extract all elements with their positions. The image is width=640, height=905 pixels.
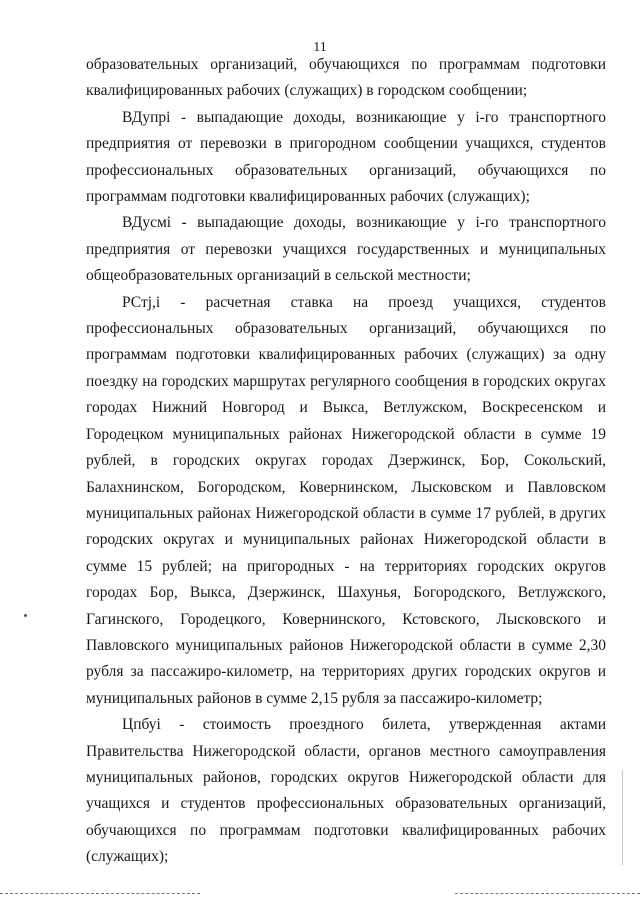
footer-rule-left bbox=[0, 893, 200, 894]
document-body bbox=[86, 52, 606, 871]
paragraph-rst: РСтj,i - расчетная ставка на проезд учащихся, студентов профессиональных образовательных организаций, обучающихся по программам подготовки квалифицированных рабочих (служащих) за одну поездку на городских маршрутах регулярного сообщения в городских округах городах Нижний Новгород и Выкса, Ветлужском, Воскресенском и Городецком муниципальных районах Нижегородской области в сумме 19 рублей, в городских округах городах Дзержинск, Бор, Сокольский, Балахнинском, Богородском, Ковернинском, Лысковском и Павловском муниципальных районах Нижегородской области в сумме 17 рублей, в других городских округах и муниципальных районах Нижегородской области в сумме 15 рублей; на пригородных - на территориях городских округов городах Бор, Выкса, Дзержинск, Шахунья, Богородского, Ветлужского, Гагинского, Городецкого, Ковернинского, Кстовского, Лысковского и Павловского муниципальных районов Нижегородской области в сумме 2,30 рубля за пассажиро-километр, на территориях других городских округов и муниципальных районов в сумме 2,15 рубля за пассажиро-километр; bbox=[86, 293, 606, 707]
paragraph-continuation: образовательных организаций, обучающихся по программам подготовки квалифицированных рабочих (служащих) в городском сообщении; bbox=[86, 56, 606, 100]
footer-rule-right bbox=[455, 893, 640, 894]
scan-mark bbox=[24, 614, 27, 617]
paragraph-tspbu: Цпбуi - стоимость проездного билета, утвержденная актами Правительства Нижегородской области, органов местного самоуправления муниципальных районов, городских округов Нижегородской области для учащихся и студентов профессиональных образовательных организаций, обучающихся по программам подготовки квалифицированных рабочих (служащих); bbox=[86, 716, 606, 866]
scan-edge-line bbox=[622, 770, 623, 865]
paragraph-vd-usm: ВДусмi - выпадающие доходы, возникающие у i-го транспортного предприятия от перевозки учащихся государственных и муниципальных общеобразовательных организаций в сельской местности; bbox=[86, 214, 606, 285]
paragraph-vd-upr: ВДупрi - выпадающие доходы, возникающие у i-го транспортного предприятия от перевозки в пригородном сообщении учащихся, студентов профессиональных образовательных организаций, обучающихся по программам подготовки квалифицированных рабочих (служащих); bbox=[86, 108, 606, 206]
page-number: 11 bbox=[313, 40, 327, 55]
